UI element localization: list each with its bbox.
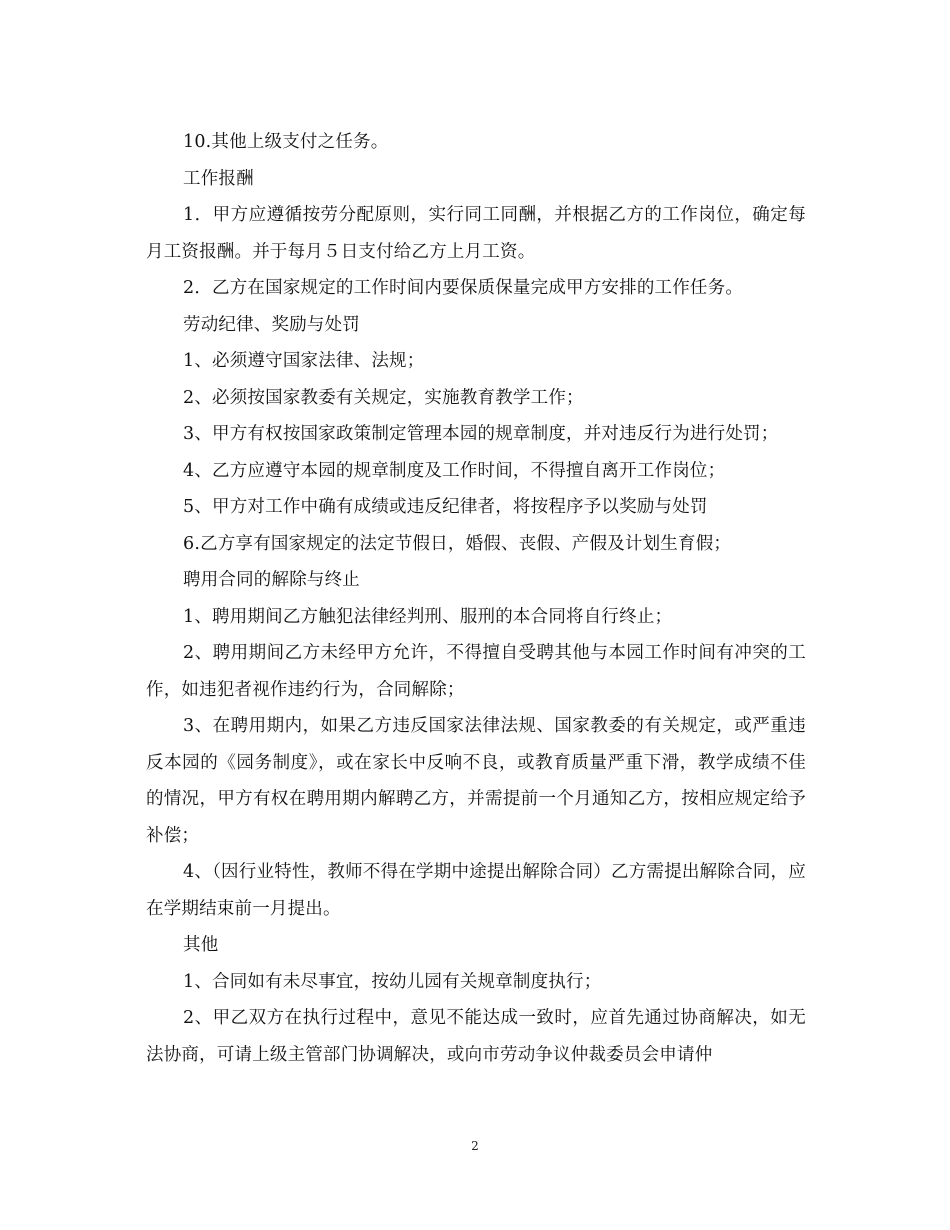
paragraph-compensation-1: 1．甲方应遵循按劳分配原则，实行同工同酬，并根据乙方的工作岗位，确定每月工资报酬。并于每月５日支付给乙方上月工资。	[146, 205, 806, 262]
paragraph-other-2: 2、甲乙双方在执行过程中，意见不能达成一致时，应首先通过协商解决，如无法协商，可请上级主管部门协调解决，或向市劳动争议仲裁委员会申请仲	[146, 1008, 806, 1065]
section-heading-termination: 聘用合同的解除与终止	[183, 570, 360, 590]
section-heading-compensation: 工作报酬	[183, 168, 254, 189]
paragraph-termination-1: 1、聘用期间乙方触犯法律经判刑、服刑的本合同将自行终止；	[183, 606, 673, 627]
paragraph-discipline-2: 2、必须按国家教委有关规定，实施教育教学工作；	[183, 387, 584, 408]
section-heading-other: 其他	[183, 935, 219, 955]
paragraph-discipline-1: 1、必须遵守国家法律、法规；	[183, 351, 425, 371]
section-heading-discipline: 劳动纪律、奖励与处罚	[183, 314, 360, 335]
paragraph-termination-4: 4、（因行业特性，教师不得在学期中途提出解除合同）乙方需提出解除合同，应在学期结束前一月提出。	[146, 862, 806, 919]
page-number: 2	[471, 1139, 479, 1153]
paragraph-discipline-6: 6.乙方享有国家规定的法定节假日，婚假、丧假、产假及计划生育假；	[183, 533, 732, 554]
paragraph-discipline-3: 3、甲方有权按国家政策制定管理本园的规章制度，并对违反行为进行处罚；	[183, 424, 779, 444]
paragraph-discipline-5: 5、甲方对工作中确有成绩或违反纪律者，将按程序予以奖励与处罚	[183, 497, 708, 517]
paragraph-compensation-2: 2．乙方在国家规定的工作时间内要保质保量完成甲方安排的工作任务。	[183, 278, 744, 298]
paragraph-discipline-4: 4、乙方应遵守本园的规章制度及工作时间，不得擅自离开工作岗位；	[183, 460, 726, 481]
document-body	[146, 124, 806, 1073]
paragraph-other-1: 1、合同如有未尽事宜，按幼儿园有关规章制度执行；	[183, 971, 602, 992]
paragraph-item-10: 10.其他上级支付之任务。	[183, 132, 389, 152]
paragraph-termination-3: 3、在聘用期内，如果乙方违反国家法律法规、国家教委的有关规定，或严重违反本园的《园务制度》，或在家长中反响不良，或教育质量严重下滑，教学成绩不佳的情况，甲方有权在聘用期内解聘乙方，并需提前一个月通知乙方，按相应规定给予补偿；	[146, 716, 806, 846]
paragraph-termination-2: 2、聘用期间乙方未经甲方允许，不得擅自受聘其他与本园工作时间有冲突的工作，如违犯者视作违约行为，合同解除；	[146, 643, 806, 700]
